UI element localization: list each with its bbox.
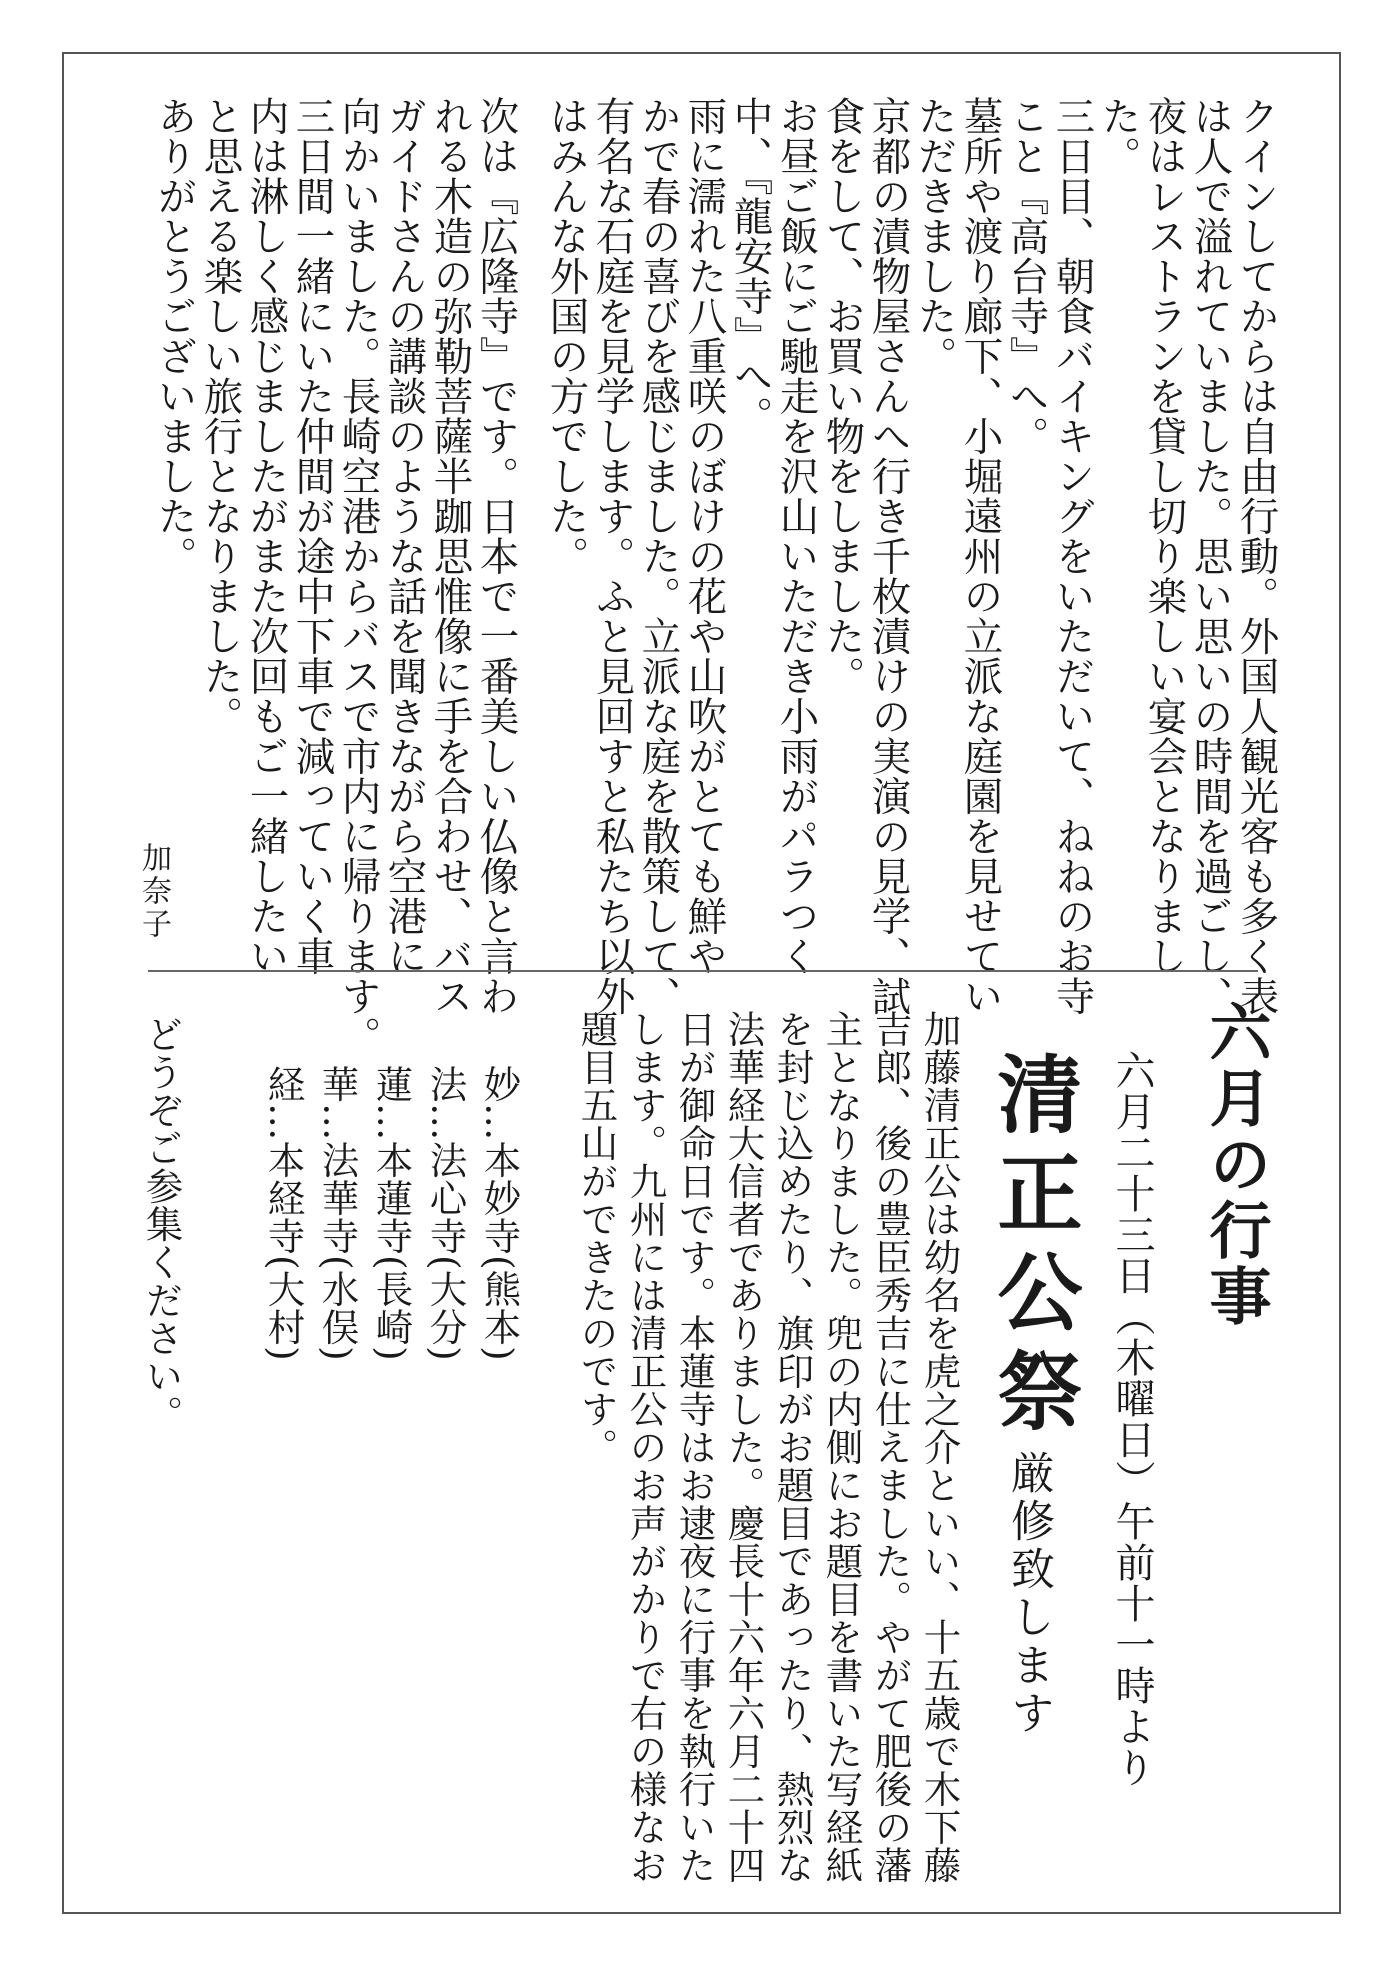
text-column: お昼ご飯にご馳走を沢山いただき小雨がパラつく [773, 96, 820, 976]
closing-note: どうぞご参集ください。 [139, 1015, 184, 1433]
text-column: ガイドさんの講談のような話を聞きながら空港に [381, 96, 428, 976]
text-column: れる木造の弥勒菩薩半跏思惟像に手を合わせ、バス [427, 96, 474, 1016]
event-body-column: 日が御命日です。本蓮寺はお逮夜に行事を執行いた [672, 1010, 717, 1884]
text-column: ただきました。 [911, 96, 958, 376]
temple-list-item: 法…法心寺(大分) [423, 1065, 468, 1362]
event-heading: 六月の行事 [1199, 1000, 1272, 1330]
section-divider [148, 970, 1258, 972]
temple-list-item: 蓮…本蓮寺(長崎) [369, 1065, 414, 1362]
event-date: 六月二十三日（木曜日）午前十一時より [1109, 1050, 1155, 1788]
event-note: 厳修致します [1003, 1450, 1054, 1738]
temple-list-item: 妙…本妙寺(熊本) [477, 1065, 522, 1362]
event-body-column: 吉郎、後の豊臣秀吉に仕えました。やがて肥後の藩 [868, 1010, 913, 1884]
event-body-column: 加藤清正公は幼名を虎之介といい、十五歳で木下藤 [917, 1010, 962, 1884]
text-column: 中、『龍安寺』へ。 [727, 96, 774, 437]
text-column: は人で溢れていました。思い思いの時間を過ごし、 [1187, 96, 1234, 1016]
text-column: 次は『広隆寺』です。日本で一番美しい仏像と言わ [473, 96, 520, 1016]
event-body-column: を封じ込めたり、旗印がお題目であったり、熱烈な [770, 1010, 815, 1884]
text-column: こと『高台寺』へ。 [1003, 96, 1050, 456]
text-column: 向かいました。長崎空港からバスで市内に帰ります。 [335, 96, 382, 1056]
temple-list-item: 華…法華寺(水俣) [315, 1065, 360, 1362]
text-column: クインしてからは自由行動。外国人観光客も多く表 [1233, 96, 1280, 1016]
text-column: かで春の喜びを感じました。立派な庭を散策して、 [635, 96, 682, 1016]
text-column: はみんな外国の方でした。 [543, 96, 590, 576]
text-column: 雨に濡れた八重咲のぼけの花や山吹がとても鮮や [681, 96, 728, 976]
text-column: と思える楽しい旅行となりました。 [197, 96, 244, 736]
event-body-column: 法華経大信者でありました。慶長十六年六月二十四 [721, 1010, 766, 1884]
text-column: 墓所や渡り廊下、小堀遠州の立派な庭園を見せてい [957, 96, 1004, 1016]
text-column: た。 [1095, 96, 1142, 176]
text-column: 三日目、朝食バイキングをいただいて、ねねのお寺 [1049, 96, 1096, 1016]
text-column: 内は淋しく感じましたがまた次回もご一緒したい [243, 96, 290, 976]
event-body-column: します。九州には清正公のお声がかりで右の様なお [623, 1010, 668, 1884]
event-body-column: 題目五山ができたのです。 [574, 1010, 619, 1466]
event-body-column: 主となりました。兜の内側にお題目を書いた写経紙 [819, 1010, 864, 1884]
author-name: 加奈子 [136, 842, 171, 941]
text-column: 三日間一緒にいた仲間が途中下車で減っていく車 [289, 96, 336, 976]
text-column: 京都の漬物屋さんへ行き千枚漬けの実演の見学、試 [865, 96, 912, 1016]
text-column: ありがとうございました。 [151, 96, 198, 576]
text-column: 夜はレストランを貸し切り楽しい宴会となりまし [1141, 96, 1188, 976]
temple-list-item: 経…本経寺(大村) [261, 1065, 306, 1362]
text-column: 食をして、お買い物をしました。 [819, 96, 866, 696]
text-column: 有名な石庭を見学します。ふと見回すと私たち以外 [589, 96, 636, 1016]
event-title: 清正公祭 [983, 1050, 1083, 1446]
